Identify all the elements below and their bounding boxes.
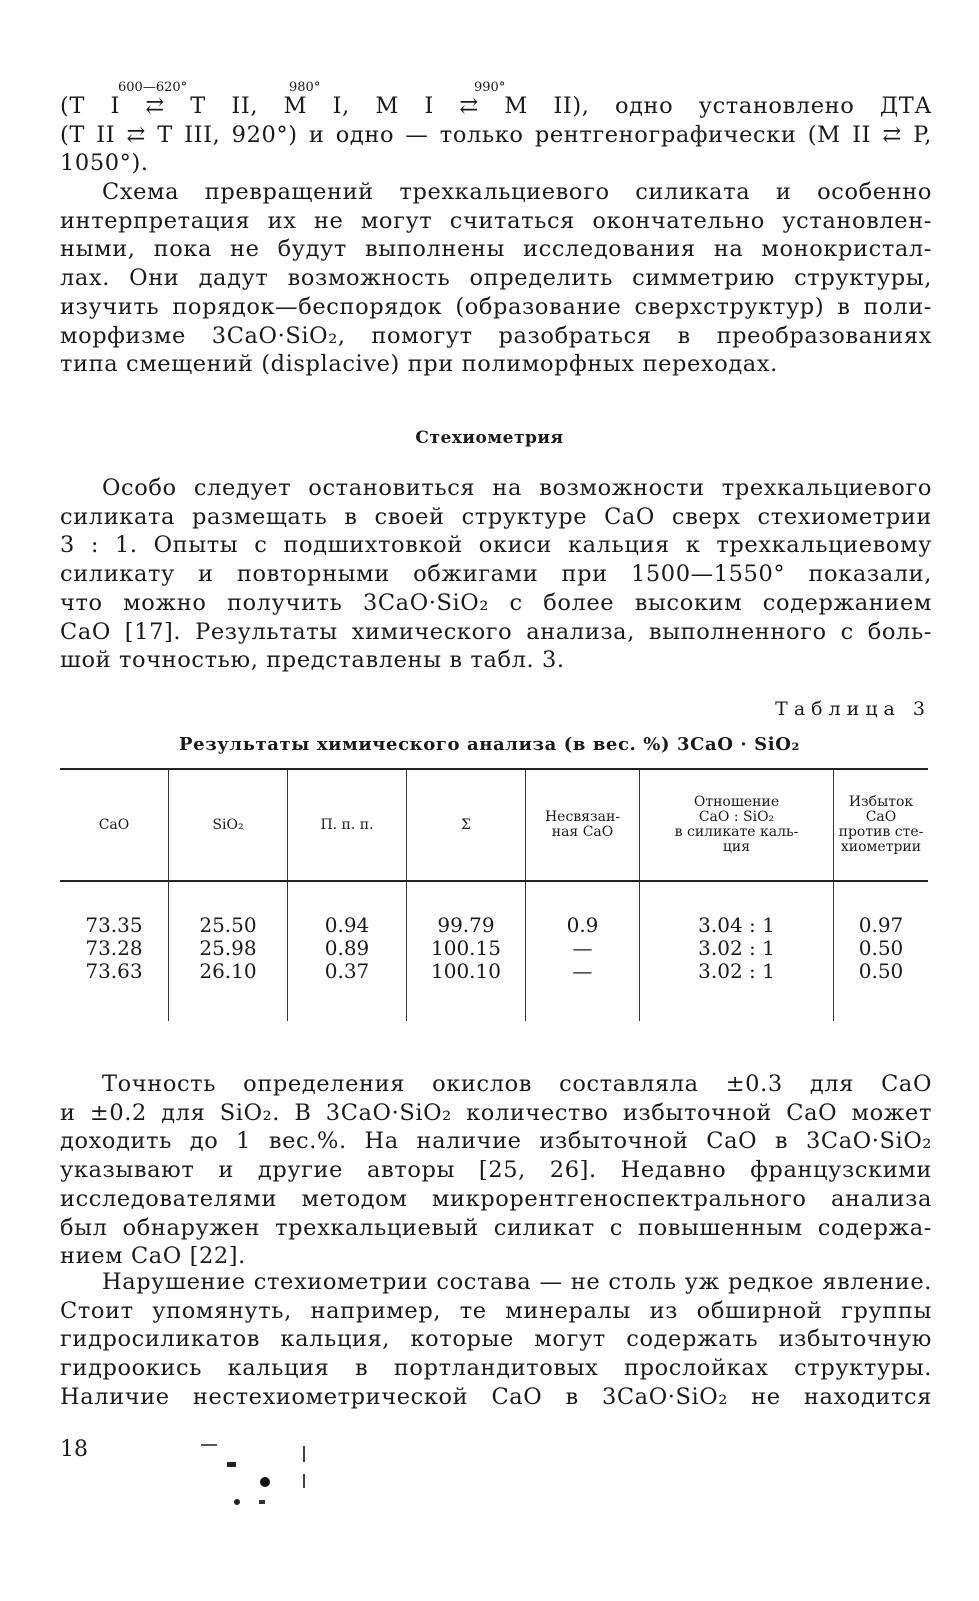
header-ratio: Отношение CaO : SiO₂ в силикате каль- ция	[640, 769, 834, 881]
table-cell: 0.50	[858, 959, 904, 983]
table-cell: 73.28	[85, 936, 143, 960]
arrow-label-1: 600—620°	[118, 80, 188, 95]
column-ppp	[288, 881, 407, 1021]
header-sum: Σ	[407, 769, 526, 881]
header-ppp: П. п. п.	[288, 769, 407, 881]
table-cell: 25.50	[199, 913, 257, 937]
text-line: Нарушение стехиометрии состава — не столь уж редкое явление.	[102, 1269, 932, 1295]
text-line: Особо следует остановиться на возможности трехкальциевого	[102, 475, 932, 501]
text-line: ными, пока не будут выполнены исследования на монокристал-	[60, 236, 932, 263]
text-line: исследователями методом микрорентгеноспектрального анализа	[60, 1185, 932, 1212]
table-cell: 3.04 : 1	[698, 913, 775, 937]
section-heading: Стехиометрия	[415, 428, 564, 448]
header-cao: CaO	[60, 769, 169, 881]
text-line: 1050°).	[60, 150, 149, 177]
text-line: 3 : 1. Опыты с подшихтовкой окиси кальция к трехкальциевому	[60, 532, 932, 559]
table-cell: —	[572, 936, 593, 960]
table-title: Результаты химического анализа (в вес. %) 3CaO · SiO₂	[179, 734, 800, 755]
table-cell: 3.02 : 1	[698, 959, 775, 983]
text-line: лах. Они дадут возможность определить симметрию структуры,	[60, 265, 932, 292]
text-line: Точность определения окислов составляла ±0.3 для CaO	[102, 1071, 932, 1097]
text-line: указывают и другие авторы [25, 26]. Недавно французскими	[60, 1157, 932, 1184]
table-cell: 0.94	[324, 913, 370, 937]
table-cell: 26.10	[199, 959, 257, 983]
column-sum	[407, 881, 526, 1021]
table-row	[60, 881, 928, 1021]
header-sio2: SiO₂	[169, 769, 288, 881]
text-line: изучить порядок—беспорядок (образование сверхструктур) в поли-	[60, 293, 932, 320]
text-line: силиката размещать в своей структуре CaO сверх стехиометрии	[60, 503, 932, 530]
text-line: гидросиликатов кальция, которые могут содержать избыточную	[60, 1326, 932, 1353]
text-line: (T II ⇄ T III, 920°) и одно — только рентгенографически (M II ⇄ P,	[60, 121, 932, 148]
column-excess	[834, 881, 929, 1021]
paragraph-scheme	[60, 178, 932, 379]
column-unbound-cao	[526, 881, 640, 1021]
header-excess: Избыток CaO против сте- хиометрии	[834, 769, 929, 881]
text-line: CaO [17]. Результаты химического анализа, выполненного с боль-	[60, 618, 932, 645]
text-line: морфизме 3CaO·SiO₂, помогут разобраться в преобразованиях	[60, 322, 932, 349]
text-line: (T I ⇄ T II, M I, M I ⇄ M II), одно установлено ДТА	[60, 93, 932, 119]
text-line: интерпретация их не могут считаться окончательно установлен-	[60, 207, 932, 234]
text-line: Стоит упомянуть, например, те минералы из обширной группы	[60, 1297, 932, 1324]
paragraph-nonstoichiometry	[60, 1268, 932, 1412]
table-cell: 3.02 : 1	[698, 936, 775, 960]
arrow-label-2: 980°	[289, 80, 321, 95]
arrow-label-3: 990°	[474, 80, 506, 95]
text-line: был обнаружен трехкальциевый силикат с повышенным содержа-	[60, 1214, 932, 1241]
table-cell: —	[572, 959, 593, 983]
results-table	[60, 768, 928, 1021]
text-line: силикату и повторными обжигами при 1500—1550° показали,	[60, 561, 932, 588]
table-cell: 73.63	[85, 959, 143, 983]
text-line: доходить до 1 вес.%. На наличие избыточной CaO в 3CaO·SiO₂	[60, 1128, 932, 1155]
table-cell: 100.15	[431, 936, 501, 960]
scan-specks	[175, 1440, 335, 1540]
paragraph-accuracy	[60, 1070, 932, 1271]
text-line: гидроокись кальция в портландитовых прослойках структуры.	[60, 1355, 932, 1382]
table-cell: 73.35	[85, 913, 143, 937]
transition-lines	[60, 92, 932, 178]
text-line: типа смещений (displacive) при полиморфных переходах.	[60, 351, 778, 378]
table-cell: 25.98	[199, 936, 257, 960]
text-line: и ±0.2 для SiO₂. В 3CaO·SiO₂ количество избыточной CaO может	[60, 1099, 932, 1126]
text-line: нием CaO [22].	[60, 1243, 246, 1270]
header-unbound-cao: Несвязан- ная CaO	[526, 769, 640, 881]
text-line: что можно получить 3CaO·SiO₂ с более высоким содержанием	[60, 589, 932, 616]
text-line: Наличие нестехиометрической CaO в 3CaO·SiO₂ не находится	[60, 1383, 932, 1410]
column-sio2	[169, 881, 288, 1021]
table-cell: 0.9	[566, 913, 599, 937]
paragraph-stoichiometry	[60, 474, 932, 675]
table-label: Таблица 3	[775, 698, 931, 720]
page-number: 18	[60, 1437, 88, 1462]
table-cell: 99.79	[437, 913, 495, 937]
table-cell: 0.37	[324, 959, 370, 983]
text-line: шой точностью, представлены в табл. 3.	[60, 647, 565, 674]
table-cell: 0.50	[858, 936, 904, 960]
column-ratio	[640, 881, 834, 1021]
table-cell: 0.97	[858, 913, 904, 937]
table-cell: 0.89	[324, 936, 370, 960]
table-header-row	[60, 769, 928, 881]
column-cao	[60, 881, 169, 1021]
text-line: Схема превращений трехкальциевого силиката и особенно	[102, 179, 932, 205]
table-cell: 100.10	[431, 959, 501, 983]
